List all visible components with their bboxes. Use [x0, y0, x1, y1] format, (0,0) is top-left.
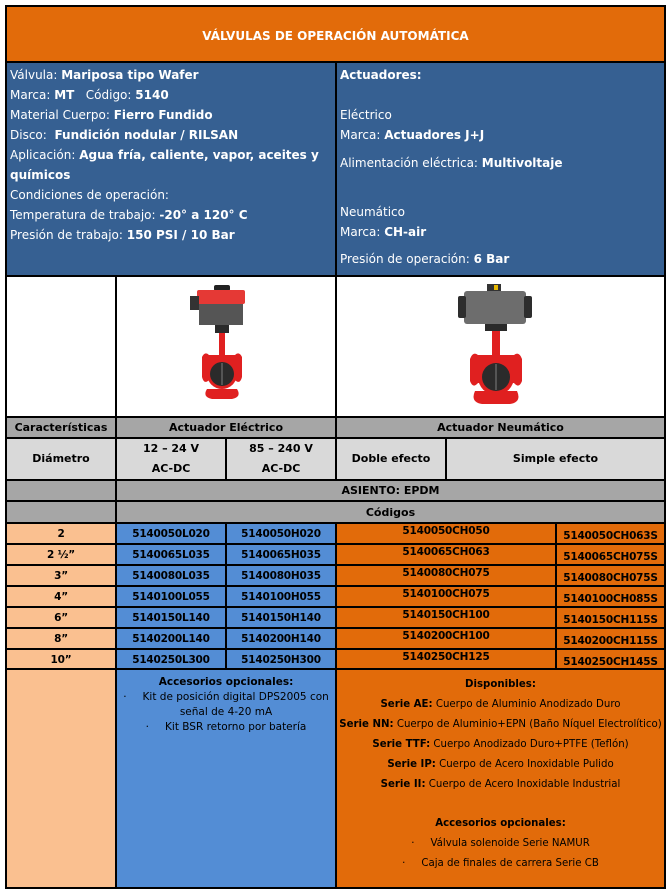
electric-high-voltage-code: 5140100H055: [225, 585, 337, 608]
diameter-cell: 2 ½”: [5, 543, 117, 566]
available-series-heading: Disponibles:: [465, 679, 536, 690]
single-acting-code: 5140080CH075S: [555, 564, 666, 587]
valve-type: Válvula: Mariposa tipo Wafer: [10, 68, 199, 82]
diameter-cell: 6”: [5, 606, 117, 629]
series-item: Serie II: Cuerpo de Acero Inoxidable Industrial: [380, 779, 621, 790]
valve-info-panel: [5, 61, 337, 277]
double-acting-code: 5140065CH063: [335, 543, 557, 566]
operating-conditions: Condiciones de operación:: [10, 188, 169, 202]
electric-accessories-heading: Accesorios opcionales:: [158, 676, 294, 688]
single-acting-code: 5140250CH145S: [555, 648, 666, 671]
double-acting-code: 5140100CH075: [335, 585, 557, 608]
electric-low-voltage-code: 5140200L140: [115, 627, 227, 650]
electric-accessory-item-cont: señal de 4-20 mA: [179, 706, 273, 718]
electric-high-voltage-code: 5140150H140: [225, 606, 337, 629]
pneumatic-notes-panel: [335, 668, 666, 889]
double-acting-code: 5140150CH100: [335, 606, 557, 629]
electric-low-voltage-code: 5140250L300: [115, 648, 227, 671]
electric-high-voltage-code: 5140080H035: [225, 564, 337, 587]
diameter-cell: 2: [5, 522, 117, 545]
codes-row-empty-cell: [5, 500, 117, 524]
electric-low-voltage-code: 5140080L035: [115, 564, 227, 587]
pneumatic-pressure: Presión de operación: 6 Bar: [340, 252, 510, 266]
diameter-cell: 3”: [5, 564, 117, 587]
electric-brand: Marca: Actuadores J+J: [340, 128, 485, 142]
actuators-info-panel: [335, 61, 666, 277]
series-item: Serie NN: Cuerpo de Aluminio+EPN (Baño Níquel Electrolítico): [339, 719, 662, 730]
voltage-12-24-header: 12 – 24 V AC-DC: [115, 437, 227, 481]
electric-accessory-item: · Kit de posición digital DPS2005 con: [123, 691, 329, 703]
electric-high-voltage-code: 5140065H035: [225, 543, 337, 566]
double-acting-code: 5140080CH075: [335, 564, 557, 587]
electric-accessories-panel: [115, 668, 337, 889]
electric-low-voltage-code: 5140100L055: [115, 585, 227, 608]
pneumatic-actuated-valve-image: [337, 277, 664, 416]
electric-low-voltage-code: 5140150L140: [115, 606, 227, 629]
series-item: Serie TTF: Cuerpo Anodizado Duro+PTFE (Teflón): [372, 739, 629, 750]
pneumatic-accessory-item: · Caja de finales de carrera Serie CB: [402, 858, 599, 869]
page-title: [5, 5, 666, 63]
pneumatic-brand: Marca: CH-air: [340, 225, 427, 239]
actuators-heading: Actuadores:: [340, 68, 422, 82]
electric-low-voltage-code: 5140050L020: [115, 522, 227, 545]
single-acting-header: Simple efecto: [445, 437, 666, 481]
double-acting-code: 5140050CH050: [335, 522, 557, 545]
pneumatic-accessories-heading: Accesorios opcionales:: [435, 818, 566, 829]
electric-accessory-item: · Kit BSR retorno por batería: [145, 721, 307, 733]
diameter-cell: 8”: [5, 627, 117, 650]
image-row-empty-cell: [5, 275, 117, 418]
single-acting-code: 5140050CH063S: [555, 522, 666, 545]
bottom-left-empty-cell: [5, 668, 117, 889]
pneumatic-type: Neumático: [340, 205, 405, 219]
diameter-cell: 4”: [5, 585, 117, 608]
electric-type: Eléctrico: [340, 108, 392, 122]
electric-actuator-header: Actuador Eléctrico: [115, 416, 337, 439]
electric-power: Alimentación eléctrica: Multivoltaje: [340, 156, 563, 170]
double-acting-code: 5140250CH125: [335, 648, 557, 671]
diameter-cell: 10”: [5, 648, 117, 671]
valve-brand-code: Marca: MT Código: 5140: [10, 88, 169, 102]
single-acting-code: 5140200CH115S: [555, 627, 666, 650]
electric-high-voltage-code: 5140200H140: [225, 627, 337, 650]
valve-application: Aplicación: Agua fría, caliente, vapor, aceites y: [10, 148, 319, 162]
characteristics-header: Características: [5, 416, 117, 439]
series-item: Serie AE: Cuerpo de Aluminio Anodizado Duro: [380, 699, 621, 710]
seat-material: ASIENTO: EPDM: [115, 479, 666, 502]
working-temperature: Temperatura de trabajo: -20° a 120° C: [10, 208, 248, 222]
valve-application-cont: químicos: [10, 168, 71, 182]
single-acting-code: 5140065CH075S: [555, 543, 666, 566]
diameter-header: Diámetro: [5, 437, 117, 481]
valve-body-material: Material Cuerpo: Fierro Fundido: [10, 108, 213, 122]
title-text: VÁLVULAS DE OPERACIÓN AUTOMÁTICA: [202, 29, 469, 43]
series-item: Serie IP: Cuerpo de Acero Inoxidable Pulido: [387, 759, 614, 770]
electric-high-voltage-code: 5140250H300: [225, 648, 337, 671]
double-acting-header: Doble efecto: [335, 437, 447, 481]
seat-row-empty-cell: [5, 479, 117, 502]
pneumatic-actuator-header: Actuador Neumático: [335, 416, 666, 439]
electric-valve-image-cell: [115, 275, 337, 418]
double-acting-code: 5140200CH100: [335, 627, 557, 650]
electric-low-voltage-code: 5140065L035: [115, 543, 227, 566]
working-pressure: Presión de trabajo: 150 PSI / 10 Bar: [10, 228, 235, 242]
valve-disc: Disco: Fundición nodular / RILSAN: [10, 128, 239, 142]
pneumatic-valve-image-cell: [335, 275, 666, 418]
pneumatic-accessory-item: · Válvula solenoide Serie NAMUR: [411, 838, 590, 849]
electric-high-voltage-code: 5140050H020: [225, 522, 337, 545]
voltage-85-240-header: 85 – 240 V AC-DC: [225, 437, 337, 481]
single-acting-code: 5140150CH115S: [555, 606, 666, 629]
electric-actuated-valve-image: [117, 277, 335, 416]
codes-header: Códigos: [115, 500, 666, 524]
single-acting-code: 5140100CH085S: [555, 585, 666, 608]
